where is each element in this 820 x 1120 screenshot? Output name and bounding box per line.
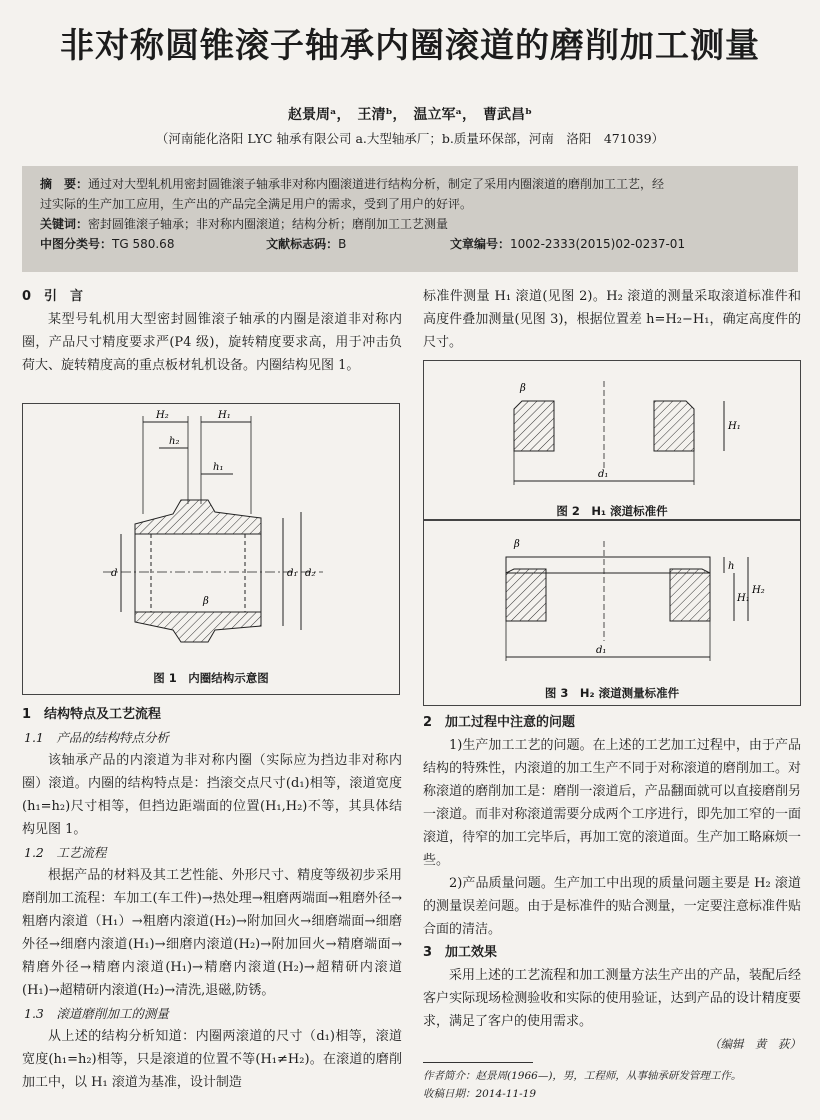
abstract-text-1: 通过对大型轧机用密封圆锥滚子轴承非对称内圈滚道进行结构分析，制定了采用内圈滚道的磨削加工工艺，经 bbox=[88, 177, 665, 191]
section-1-3-heading: 1.3 滚道磨削加工的测量 bbox=[24, 1006, 169, 1021]
intro-paragraph: 某型号轧机用大型密封圆锥滚子轴承的内圈是滚道非对称内圈，产品尺寸精度要求严(P4 级)，旋转精度要求高，用于冲击负荷大、旋转精度高的重点板材轧机设备。内圈结构见图 1。 bbox=[22, 312, 402, 373]
fig2-label-beta: β bbox=[520, 383, 526, 394]
figure-3-drawing bbox=[424, 521, 800, 681]
authors: 赵景周ᵃ， 王清ᵇ， 温立军ᵃ， 曹武昌ᵇ bbox=[287, 107, 532, 123]
fig1-label-H1: H₁ bbox=[218, 410, 231, 421]
section-1-1-paragraph: 该轴承产品的内滚道为非对称内圈（实际应为挡边非对称内圈）滚道。内圈的结构特点是：挡滚交点尺寸(d₁)相等，滚道宽度(h₁=h₂)尺寸相等，但挡边距端面的位置(H₁,H₂)不等，其具体结构见图 1。 bbox=[22, 753, 402, 837]
author-note: 作者简介：赵景周(1966—)，男，工程师，从事轴承研发管理工作。 bbox=[423, 1070, 742, 1082]
footnote-rule bbox=[423, 1062, 533, 1063]
doc-code-value: B bbox=[338, 237, 347, 251]
fig1-label-h1: h₁ bbox=[213, 462, 224, 473]
section-1-2-paragraph: 根据产品的材料及其工艺性能、外形尺寸、精度等级初步采用磨削加工流程：车加工(车工件)→热处理→粗磨两端面→粗磨外径→粗磨内滚道（H₁）→粗磨内滚道(H₂)→附加回火→细磨端面→细磨外径→细磨内滚道(H₁)→细磨内滚道(H₂)→附加回火→精磨端面→精磨外径→精磨内滚道(H₁)→精磨内滚道(H₂)→超精研内滚道(H₁)→超精研内滚道(H₂)→清洗,退磁,防锈。 bbox=[22, 868, 402, 998]
right-column-top bbox=[423, 285, 801, 354]
fig3-label-d1: d₁ bbox=[596, 645, 607, 656]
fig3-label-beta: β bbox=[514, 539, 520, 550]
left-column-lower bbox=[22, 703, 402, 1094]
fig1-label-H2: H₂ bbox=[156, 410, 169, 421]
section-3-heading: 3 加工效果 bbox=[423, 945, 498, 960]
section-1-2-heading: 1.2 工艺流程 bbox=[24, 845, 107, 860]
fig2-label-d1: d₁ bbox=[598, 469, 609, 480]
abstract-line-2: 过实际的生产加工应用，生产出的产品完全满足用户的需求，受到了用户的好评。 bbox=[40, 197, 473, 211]
keywords-line bbox=[40, 214, 784, 234]
continued-paragraph: 标准件测量 H₁ 滚道(见图 2)。H₂ 滚道的测量采取滚道标准件和高度件叠加测量(见图 3)，根据位置差 h=H₂−H₁，确定高度件的尺寸。 bbox=[423, 289, 801, 350]
abstract-box bbox=[22, 166, 798, 272]
fig1-label-d: d bbox=[111, 568, 118, 579]
fig3-label-h: h bbox=[728, 561, 735, 572]
article-no-value: 1002-2333(2015)02-0237-01 bbox=[510, 237, 686, 251]
keywords-label: 关键词： bbox=[40, 217, 89, 231]
section-3-paragraph: 采用上述的工艺流程和加工测量方法生产出的产品，装配后经客户实际现场检测验收和实际的使用验证，达到产品的设计精度要求，满足了客户的使用需求。 bbox=[423, 968, 801, 1029]
fig1-label-beta: β bbox=[203, 596, 209, 607]
figure-1 bbox=[22, 403, 400, 695]
doc-code-label: 文献标志码： bbox=[266, 237, 339, 251]
section-1-1-heading: 1.1 产品的结构特点分析 bbox=[24, 730, 169, 745]
fig1-label-d2: d₂ bbox=[305, 568, 316, 579]
section-2-paragraph-1: 1)生产加工工艺的问题。在上述的工艺加工过程中，由于产品结构的特殊性，内滚道的加工生产不同于对称滚道的磨削加工。对称滚道的磨削加工是：磨削一滚道后，产品翻面就可以直接磨削另一滚道。而非对称滚道需要分成两个工序进行，即先加工窄的一面滚道，待窄的加工完毕后，再加工宽的滚道面。生产加工略麻烦一些。 bbox=[423, 738, 801, 868]
fig1-label-d1: d₁ bbox=[287, 568, 298, 579]
classification-line bbox=[40, 234, 784, 254]
clc-value: TG 580.68 bbox=[112, 237, 175, 251]
keywords-text: 密封圆锥滚子轴承；非对称内圈滚道；结构分析；磨削加工工艺测量 bbox=[88, 217, 449, 231]
figure-3-caption: 图 3 H₂ 滚道测量标准件 bbox=[544, 686, 680, 700]
right-column-lower bbox=[423, 711, 801, 1103]
affiliation: （河南能化洛阳 LYC 轴承有限公司 a.大型轴承厂；b.质量环保部，河南 洛阳 471039） bbox=[155, 131, 665, 146]
fig3-label-H2: H₂ bbox=[752, 585, 765, 596]
page-title: 非对称圆锥滚子轴承内圈滚道的磨削加工测量 bbox=[60, 26, 760, 66]
fig3-label-H1: H₁ bbox=[737, 593, 750, 604]
section-1-3-paragraph: 从上述的结构分析知道：内圈两滚道的尺寸（d₁)相等，滚道宽度(h₁=h₂)相等，只是滚道的位置不等(H₁≠H₂)。在滚道的磨削加工中，以 H₁ 滚道为基准，设计制造 bbox=[22, 1029, 402, 1090]
figure-2 bbox=[423, 360, 801, 520]
figure-2-caption: 图 2 H₁ 滚道标准件 bbox=[556, 504, 668, 518]
figure-1-caption: 图 1 内圈结构示意图 bbox=[153, 671, 269, 685]
section-1-heading: 1 结构特点及工艺流程 bbox=[22, 707, 162, 722]
received-date: 收稿日期：2014-11-19 bbox=[423, 1088, 537, 1100]
editor-note: （编辑 黄 荻） bbox=[709, 1037, 801, 1051]
figure-1-drawing bbox=[23, 404, 399, 668]
section-2-paragraph-2: 2)产品质量问题。生产加工中出现的质量问题主要是 H₂ 滚道的测量误差问题。由于是标准件的贴合测量，一定要注意标准件贴合面的清洁。 bbox=[423, 876, 801, 937]
figure-3 bbox=[423, 520, 801, 706]
abstract-line-1 bbox=[40, 174, 784, 194]
article-no-label: 文章编号： bbox=[450, 237, 511, 251]
fig2-label-H1: H₁ bbox=[728, 421, 741, 432]
section-2-heading: 2 加工过程中注意的问题 bbox=[423, 715, 576, 730]
fig1-label-h2: h₂ bbox=[169, 436, 180, 447]
section-0-heading: 0 引 言 bbox=[22, 289, 84, 304]
left-column bbox=[22, 285, 402, 377]
clc-label: 中图分类号： bbox=[40, 237, 113, 251]
abstract-label: 摘 要： bbox=[40, 177, 89, 191]
figure-2-drawing bbox=[424, 361, 800, 501]
